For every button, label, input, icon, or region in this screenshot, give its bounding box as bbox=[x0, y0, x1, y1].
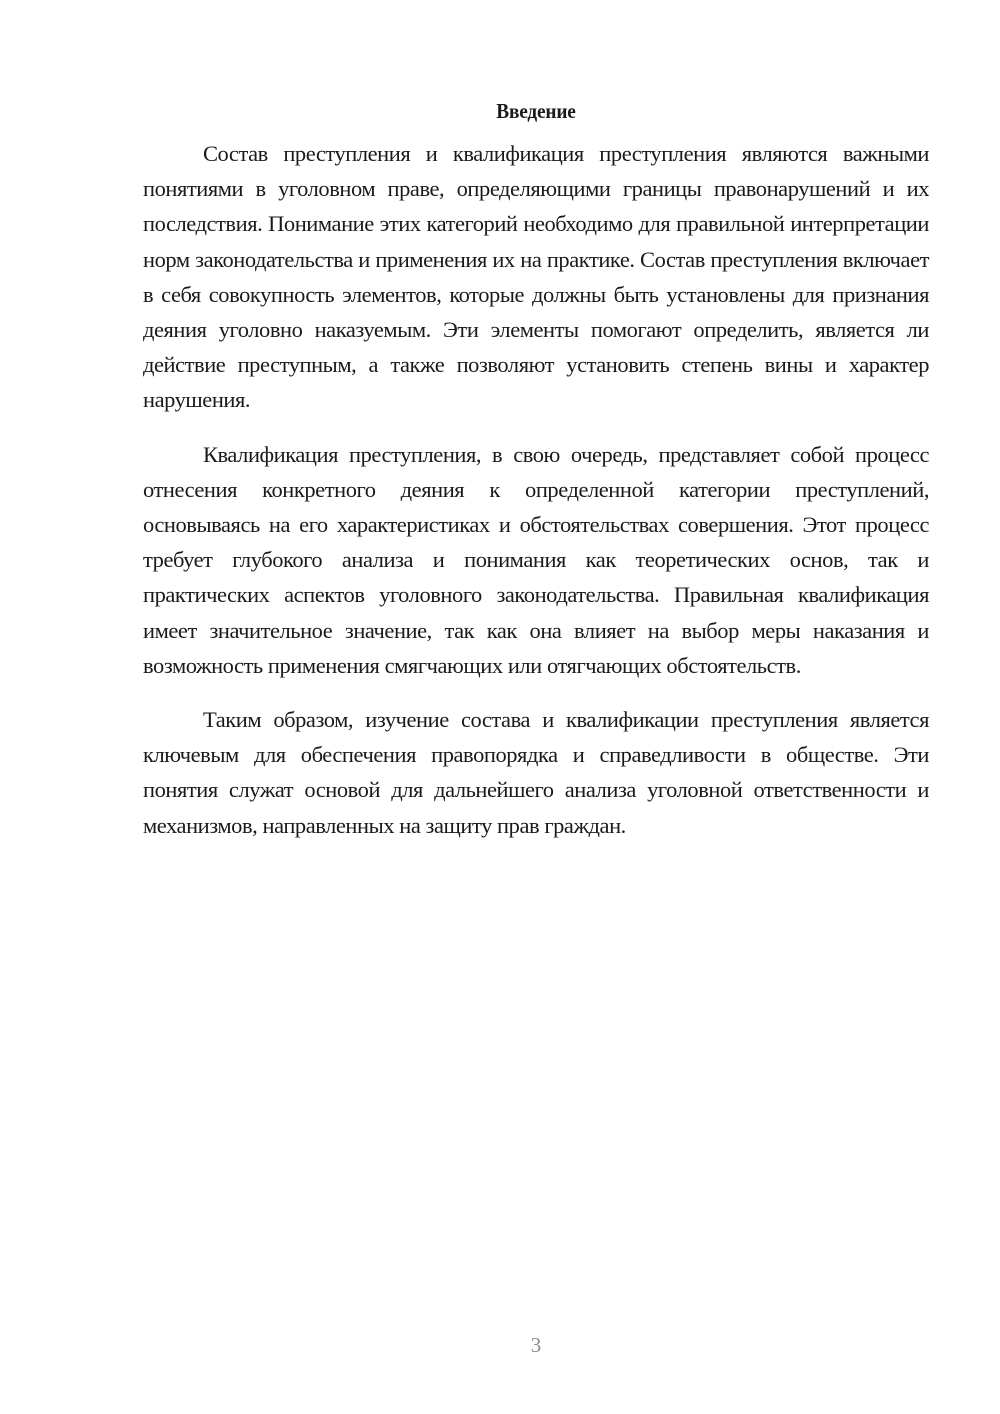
page-number: 3 bbox=[530, 1333, 542, 1357]
page-content bbox=[143, 96, 929, 862]
paragraph-qualification: Квалификация преступления, в свою очередь, представляет собой процесс отнесения конкретного деяния к определенной категории преступлений, основываясь на его характеристиках и обстоятельствах совершения. Этот процесс требует глубокого анализа и понимания как теоретических основ, так и практических аспектов уголовного законодательства. Правильная квалификация имеет значительное значение, так как она влияет на выбор меры наказания и возможность применения смягчающих или отягчающих обстоятельств. bbox=[143, 441, 929, 678]
section-title: Введение bbox=[496, 99, 576, 123]
paragraph-conclusion: Таким образом, изучение состава и квалификации преступления является ключевым для обеспечения правопорядка и справедливости в обществе. Эти понятия служат основой для дальнейшего анализа уголовной ответственности и механизмов, направленных на защиту прав граждан. bbox=[143, 707, 929, 838]
paragraph-intro: Состав преступления и квалификация преступления являются важными понятиями в уголовном праве, определяющими границы правонарушений и их последствия. Понимание этих категорий необходимо для правильной интерпретации норм законодательства и применения их на практике. Состав преступления включает в себя совокупность элементов, которые должны быть установлены для признания деяния уголовно наказуемым. Эти элементы помогают определить, является ли действие преступным, а также позволяют установить степень вины и характер нарушения. bbox=[143, 141, 929, 413]
